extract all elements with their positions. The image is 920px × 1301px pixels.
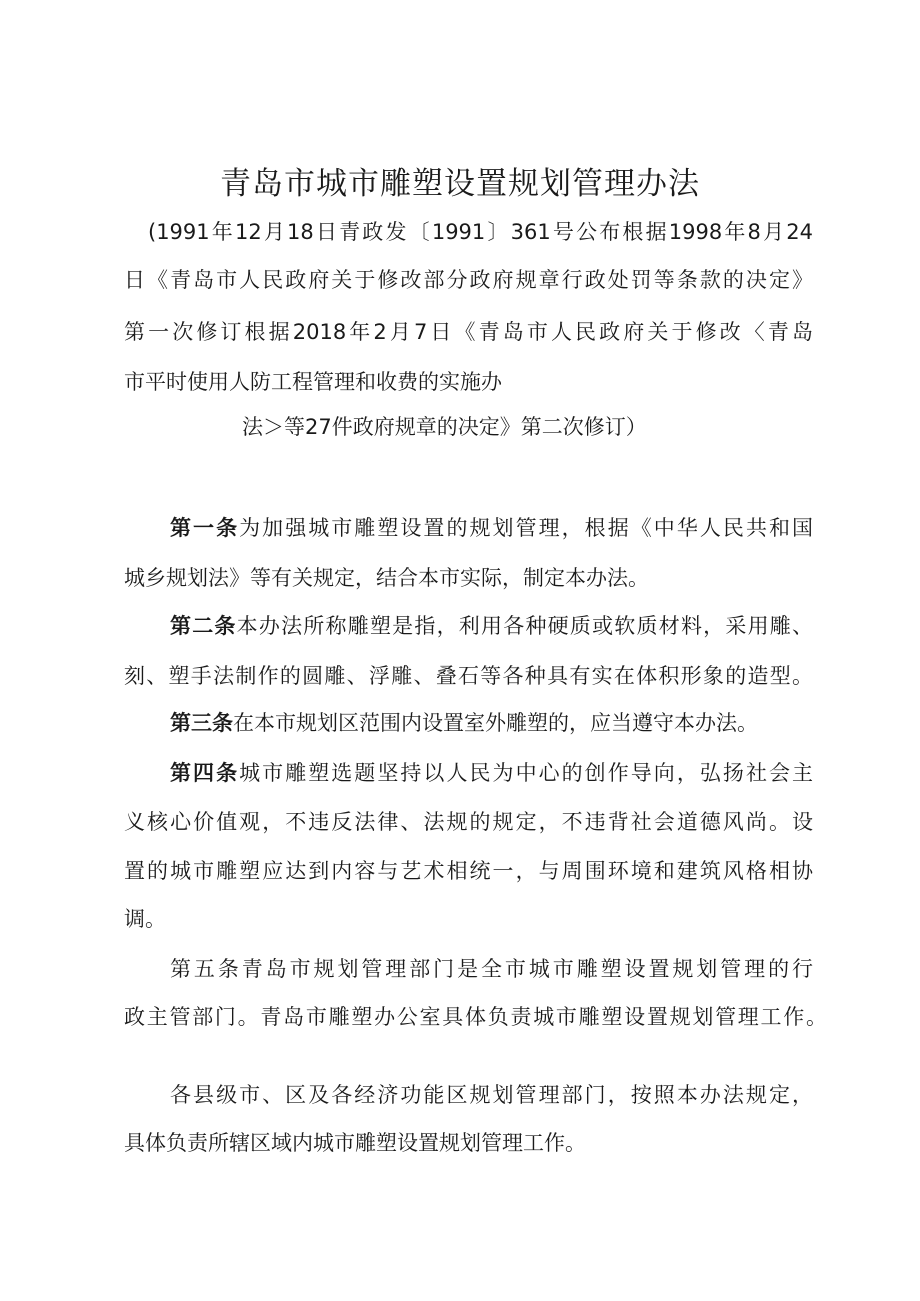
article-2-line-2: 刻、塑手法制作的圆雕、浮雕、叠石等各种具有实在体积形象的造型。	[124, 664, 813, 688]
preamble-line-5: 法＞等27件政府规章的决定》第二次修订）	[242, 415, 647, 439]
preamble-line-1: (1991年12月18日青政发〔1991〕361号公布根据1998年8月24	[148, 220, 813, 244]
article-1-line-2: 城乡规划法》等有关规定，结合本市实际，制定本办法。	[124, 566, 649, 590]
document-title: 青岛市城市雕塑设置规划管理办法	[220, 166, 700, 202]
article-2-label: 第二条	[170, 614, 237, 638]
preamble-line-4: 市平时使用人防工程管理和收费的实施办	[124, 370, 502, 394]
article-4-line-3: 置的城市雕塑应达到内容与艺术相统一，与周围环境和建筑风格相协	[124, 859, 813, 883]
article-4-line-4: 调。	[124, 907, 166, 931]
preamble-line-3: 第一次修订根据2018年2月7日《青岛市人民政府关于修改〈青岛	[124, 320, 813, 344]
article-4-text-1: 城市雕塑选题坚持以人民为中心的创作导向，弘扬社会主	[239, 761, 814, 785]
article-3-text-1: 在本市规划区范围内设置室外雕塑的，应当遵守本办法。	[233, 711, 758, 735]
article-5-line-1: 第五条青岛市规划管理部门是全市城市雕塑设置规划管理的行	[170, 957, 813, 981]
article-1-label: 第一条	[170, 516, 240, 540]
article-4-line-1	[170, 757, 813, 787]
article-5-cont-line-2: 具体负责所辖区域内城市雕塑设置规划管理工作。	[124, 1131, 586, 1155]
article-4-line-2: 义核心价值观，不违反法律、法规的规定，不违背社会道德风尚。设	[124, 810, 813, 834]
preamble-line-2: 日《青岛市人民政府关于修改部分政府规章行政处罚等条款的决定》	[124, 268, 813, 292]
article-2-line-1	[170, 610, 813, 640]
article-4-label: 第四条	[170, 761, 240, 785]
article-2-text-1: 本办法所称雕塑是指，利用各种硬质或软质材料，采用雕、	[236, 614, 814, 638]
article-1-line-1	[170, 512, 813, 542]
article-3-line-1	[170, 707, 758, 737]
article-5-line-2: 政主管部门。青岛市雕塑办公室具体负责城市雕塑设置规划管理工作。	[124, 1005, 827, 1029]
article-1-text-1: 为加强城市雕塑设置的规划管理，根据《中华人民共和国	[239, 516, 814, 540]
article-3-label: 第三条	[170, 711, 233, 735]
article-5-cont-line-1: 各县级市、区及各经济功能区规划管理部门，按照本办法规定，	[170, 1083, 813, 1107]
